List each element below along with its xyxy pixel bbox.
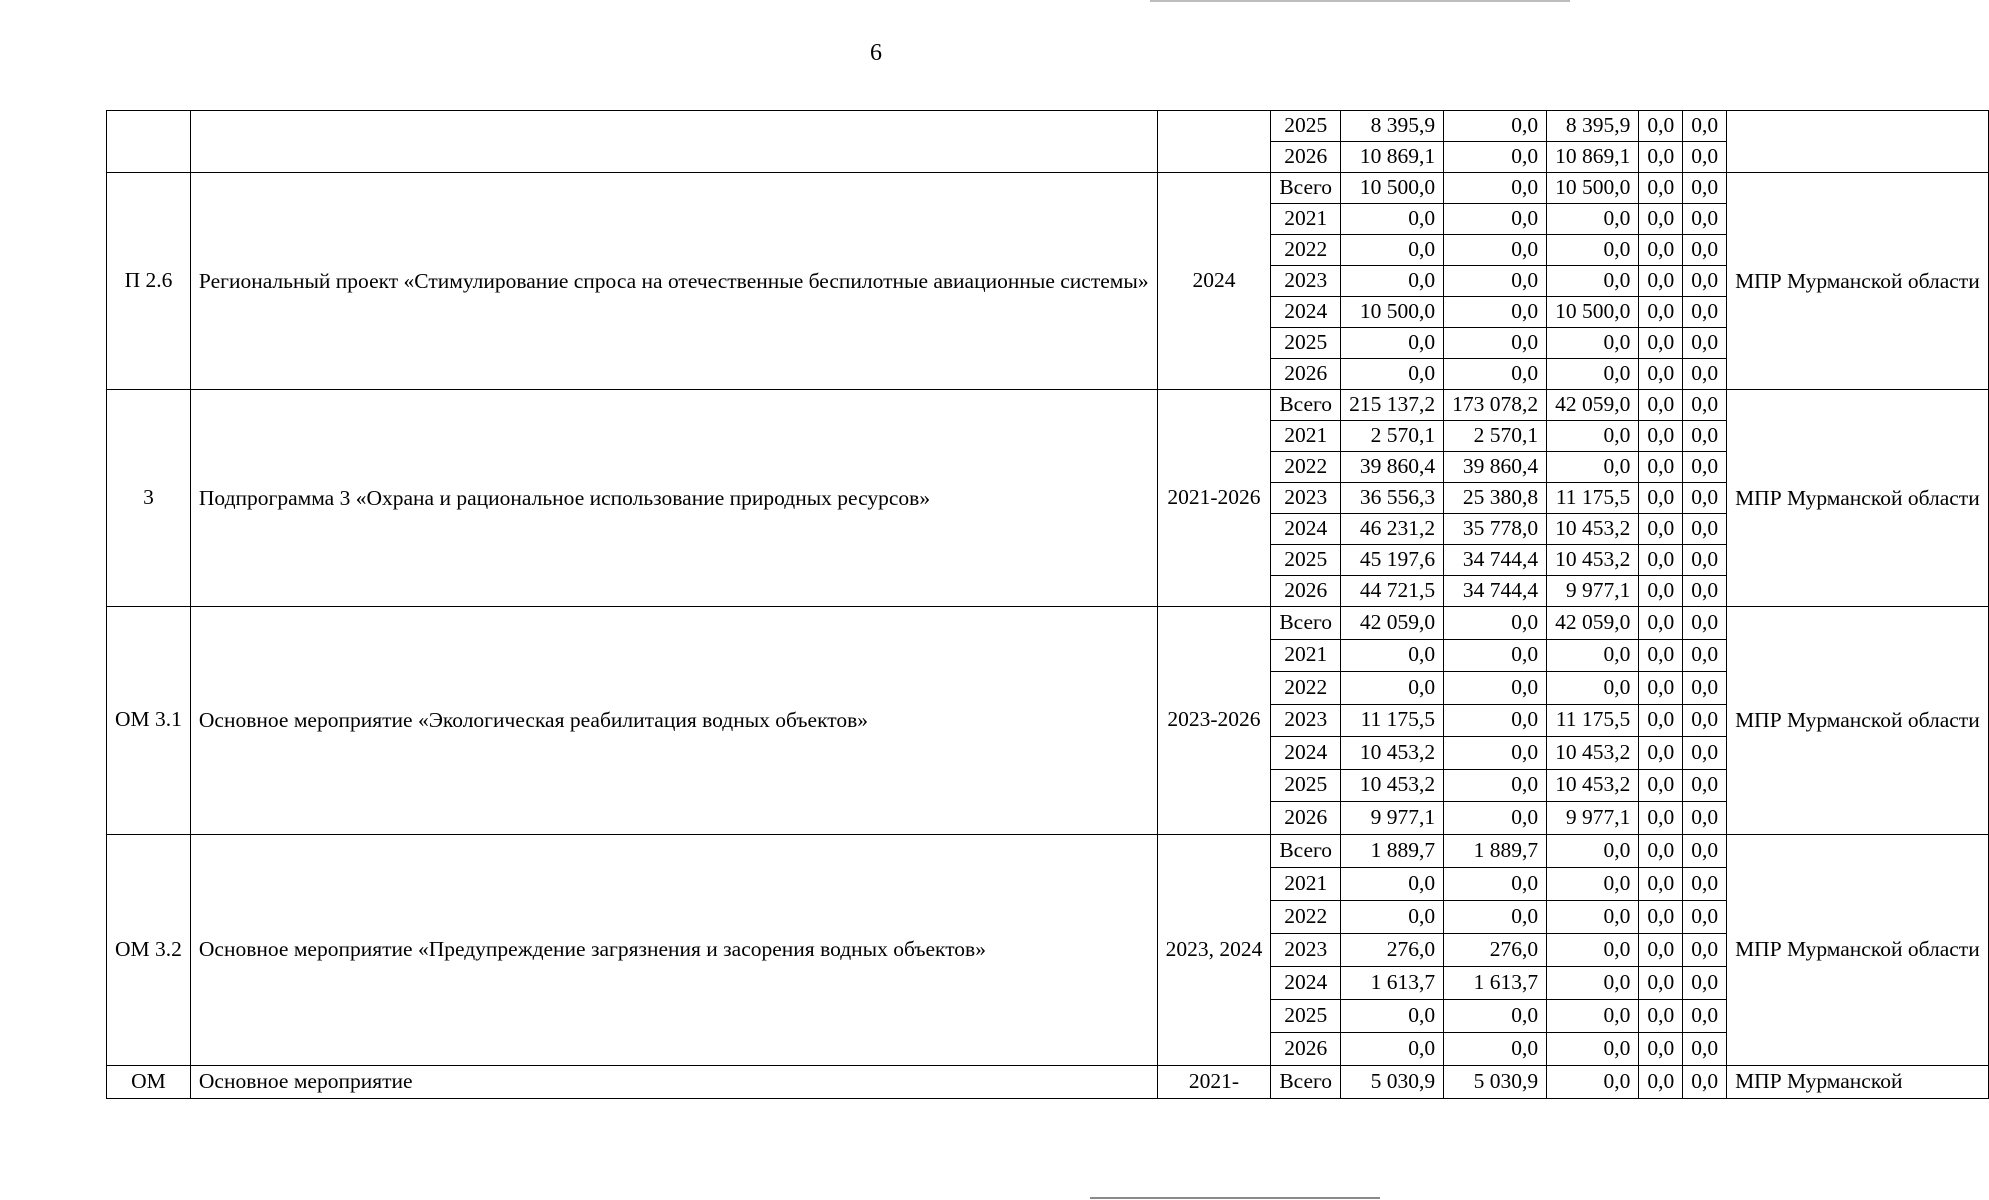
table-block <box>107 390 1989 607</box>
year-cell: 2024 <box>1271 966 1341 999</box>
source-3-cell: 0,0 <box>1639 328 1683 359</box>
source-2-cell: 10 500,0 <box>1547 173 1639 204</box>
source-4-cell: 0,0 <box>1683 576 1727 607</box>
executor-cell: МПР Мурманской области <box>1727 834 1989 1065</box>
source-3-cell: 0,0 <box>1639 672 1683 705</box>
total-cell: 10 869,1 <box>1341 142 1444 173</box>
source-2-cell: 0,0 <box>1547 999 1639 1032</box>
source-2-cell: 0,0 <box>1547 1032 1639 1065</box>
total-cell: 46 231,2 <box>1341 514 1444 545</box>
total-cell: 1 889,7 <box>1341 834 1444 867</box>
source-2-cell: 42 059,0 <box>1547 390 1639 421</box>
total-cell: 0,0 <box>1341 900 1444 933</box>
source-4-cell: 0,0 <box>1683 235 1727 266</box>
source-2-cell: 9 977,1 <box>1547 576 1639 607</box>
total-cell: 0,0 <box>1341 328 1444 359</box>
source-2-cell: 0,0 <box>1547 359 1639 390</box>
source-3-cell: 0,0 <box>1639 142 1683 173</box>
total-cell: 36 556,3 <box>1341 483 1444 514</box>
total-cell: 39 860,4 <box>1341 452 1444 483</box>
source-2-cell: 0,0 <box>1547 452 1639 483</box>
source-1-cell: 0,0 <box>1444 672 1547 705</box>
source-3-cell: 0,0 <box>1639 867 1683 900</box>
source-1-cell: 0,0 <box>1444 266 1547 297</box>
total-cell: 8 395,9 <box>1341 111 1444 142</box>
source-3-cell: 0,0 <box>1639 204 1683 235</box>
source-3-cell: 0,0 <box>1639 421 1683 452</box>
total-cell: 0,0 <box>1341 235 1444 266</box>
total-cell: 0,0 <box>1341 1032 1444 1065</box>
year-cell: 2026 <box>1271 142 1341 173</box>
source-2-cell: 0,0 <box>1547 328 1639 359</box>
item-term-cell: 2021- <box>1157 1065 1271 1098</box>
total-cell: 0,0 <box>1341 204 1444 235</box>
source-4-cell: 0,0 <box>1683 452 1727 483</box>
table-row <box>107 1065 1989 1098</box>
source-2-cell: 0,0 <box>1547 933 1639 966</box>
executor-cell <box>1727 111 1989 173</box>
source-3-cell: 0,0 <box>1639 1032 1683 1065</box>
item-name-cell <box>190 111 1157 173</box>
source-1-cell: 0,0 <box>1444 1032 1547 1065</box>
source-2-cell: 0,0 <box>1547 421 1639 452</box>
source-4-cell: 0,0 <box>1683 933 1727 966</box>
source-3-cell: 0,0 <box>1639 966 1683 999</box>
scan-artifact-bottom <box>1090 1197 1380 1199</box>
source-3-cell: 0,0 <box>1639 704 1683 737</box>
year-cell: 2022 <box>1271 672 1341 705</box>
total-cell: 0,0 <box>1341 639 1444 672</box>
source-2-cell: 0,0 <box>1547 266 1639 297</box>
source-4-cell: 0,0 <box>1683 900 1727 933</box>
total-cell: 9 977,1 <box>1341 802 1444 835</box>
source-1-cell: 0,0 <box>1444 639 1547 672</box>
source-1-cell: 0,0 <box>1444 704 1547 737</box>
source-3-cell: 0,0 <box>1639 737 1683 770</box>
source-1-cell: 0,0 <box>1444 737 1547 770</box>
source-1-cell: 0,0 <box>1444 802 1547 835</box>
source-4-cell: 0,0 <box>1683 966 1727 999</box>
source-4-cell: 0,0 <box>1683 704 1727 737</box>
year-cell: 2026 <box>1271 359 1341 390</box>
source-1-cell: 0,0 <box>1444 142 1547 173</box>
source-2-cell: 8 395,9 <box>1547 111 1639 142</box>
total-cell: 0,0 <box>1341 266 1444 297</box>
total-cell: 1 613,7 <box>1341 966 1444 999</box>
source-3-cell: 0,0 <box>1639 390 1683 421</box>
source-4-cell: 0,0 <box>1683 421 1727 452</box>
source-2-cell: 0,0 <box>1547 639 1639 672</box>
table-row <box>107 607 1989 640</box>
year-cell: Всего <box>1271 173 1341 204</box>
source-3-cell: 0,0 <box>1639 235 1683 266</box>
source-2-cell: 0,0 <box>1547 966 1639 999</box>
source-2-cell: 10 869,1 <box>1547 142 1639 173</box>
item-name-cell: Основное мероприятие «Предупреждение загрязнения и засорения водных объектов» <box>190 834 1157 1065</box>
source-4-cell: 0,0 <box>1683 737 1727 770</box>
total-cell: 45 197,6 <box>1341 545 1444 576</box>
year-cell: 2025 <box>1271 545 1341 576</box>
scan-artifact-top <box>1150 0 1570 2</box>
year-cell: Всего <box>1271 834 1341 867</box>
source-4-cell: 0,0 <box>1683 111 1727 142</box>
item-term-cell: 2023-2026 <box>1157 607 1271 835</box>
source-1-cell: 0,0 <box>1444 867 1547 900</box>
source-2-cell: 10 453,2 <box>1547 737 1639 770</box>
source-4-cell: 0,0 <box>1683 328 1727 359</box>
total-cell: 10 500,0 <box>1341 297 1444 328</box>
source-3-cell: 0,0 <box>1639 900 1683 933</box>
total-cell: 10 453,2 <box>1341 737 1444 770</box>
total-cell: 0,0 <box>1341 999 1444 1032</box>
source-1-cell: 1 613,7 <box>1444 966 1547 999</box>
item-term-cell <box>1157 111 1271 173</box>
source-3-cell: 0,0 <box>1639 297 1683 328</box>
total-cell: 5 030,9 <box>1341 1065 1444 1098</box>
source-4-cell: 0,0 <box>1683 545 1727 576</box>
item-code-cell <box>107 111 191 173</box>
year-cell: 2022 <box>1271 235 1341 266</box>
source-4-cell: 0,0 <box>1683 173 1727 204</box>
total-cell: 0,0 <box>1341 359 1444 390</box>
source-1-cell: 25 380,8 <box>1444 483 1547 514</box>
executor-cell: МПР Мурманской <box>1727 1065 1989 1098</box>
source-2-cell: 0,0 <box>1547 672 1639 705</box>
source-4-cell: 0,0 <box>1683 672 1727 705</box>
total-cell: 215 137,2 <box>1341 390 1444 421</box>
total-cell: 11 175,5 <box>1341 704 1444 737</box>
item-code-cell: П 2.6 <box>107 173 191 390</box>
year-cell: Всего <box>1271 390 1341 421</box>
item-name-cell: Подпрограмма 3 «Охрана и рациональное использование природных ресурсов» <box>190 390 1157 607</box>
source-3-cell: 0,0 <box>1639 834 1683 867</box>
table-row <box>107 173 1989 204</box>
item-code-cell: ОМ 3.1 <box>107 607 191 835</box>
source-1-cell: 0,0 <box>1444 607 1547 640</box>
source-1-cell: 0,0 <box>1444 328 1547 359</box>
source-4-cell: 0,0 <box>1683 359 1727 390</box>
executor-cell: МПР Мурманской области <box>1727 607 1989 835</box>
source-1-cell: 0,0 <box>1444 359 1547 390</box>
year-cell: 2025 <box>1271 111 1341 142</box>
year-cell: 2025 <box>1271 999 1341 1032</box>
source-2-cell: 10 500,0 <box>1547 297 1639 328</box>
source-1-cell: 39 860,4 <box>1444 452 1547 483</box>
source-2-cell: 10 453,2 <box>1547 514 1639 545</box>
source-1-cell: 0,0 <box>1444 900 1547 933</box>
source-2-cell: 11 175,5 <box>1547 704 1639 737</box>
source-3-cell: 0,0 <box>1639 173 1683 204</box>
total-cell: 0,0 <box>1341 672 1444 705</box>
source-4-cell: 0,0 <box>1683 204 1727 235</box>
source-3-cell: 0,0 <box>1639 545 1683 576</box>
source-2-cell: 0,0 <box>1547 900 1639 933</box>
year-cell: 2023 <box>1271 483 1341 514</box>
table-block <box>107 173 1989 390</box>
source-1-cell: 0,0 <box>1444 173 1547 204</box>
year-cell: 2025 <box>1271 328 1341 359</box>
source-3-cell: 0,0 <box>1639 802 1683 835</box>
source-3-cell: 0,0 <box>1639 1065 1683 1098</box>
source-4-cell: 0,0 <box>1683 639 1727 672</box>
year-cell: 2023 <box>1271 704 1341 737</box>
source-1-cell: 0,0 <box>1444 204 1547 235</box>
total-cell: 276,0 <box>1341 933 1444 966</box>
year-cell: 2026 <box>1271 802 1341 835</box>
source-4-cell: 0,0 <box>1683 297 1727 328</box>
item-code-cell: 3 <box>107 390 191 607</box>
source-3-cell: 0,0 <box>1639 639 1683 672</box>
source-1-cell: 0,0 <box>1444 999 1547 1032</box>
item-name-cell: Основное мероприятие <box>190 1065 1157 1098</box>
source-4-cell: 0,0 <box>1683 607 1727 640</box>
source-4-cell: 0,0 <box>1683 142 1727 173</box>
source-4-cell: 0,0 <box>1683 999 1727 1032</box>
executor-cell: МПР Мурманской области <box>1727 173 1989 390</box>
source-1-cell: 0,0 <box>1444 235 1547 266</box>
source-2-cell: 0,0 <box>1547 834 1639 867</box>
source-1-cell: 1 889,7 <box>1444 834 1547 867</box>
source-1-cell: 2 570,1 <box>1444 421 1547 452</box>
year-cell: Всего <box>1271 607 1341 640</box>
year-cell: 2021 <box>1271 204 1341 235</box>
source-4-cell: 0,0 <box>1683 390 1727 421</box>
table-row <box>107 111 1989 142</box>
source-2-cell: 0,0 <box>1547 204 1639 235</box>
source-3-cell: 0,0 <box>1639 514 1683 545</box>
source-1-cell: 0,0 <box>1444 769 1547 802</box>
total-cell: 42 059,0 <box>1341 607 1444 640</box>
year-cell: 2022 <box>1271 452 1341 483</box>
funding-table <box>106 110 1989 1099</box>
source-4-cell: 0,0 <box>1683 769 1727 802</box>
source-2-cell: 9 977,1 <box>1547 802 1639 835</box>
source-4-cell: 0,0 <box>1683 834 1727 867</box>
source-3-cell: 0,0 <box>1639 576 1683 607</box>
source-3-cell: 0,0 <box>1639 111 1683 142</box>
page-number: 6 <box>870 40 882 66</box>
executor-cell: МПР Мурманской области <box>1727 390 1989 607</box>
source-1-cell: 35 778,0 <box>1444 514 1547 545</box>
source-2-cell: 10 453,2 <box>1547 545 1639 576</box>
source-1-cell: 276,0 <box>1444 933 1547 966</box>
year-cell: 2024 <box>1271 297 1341 328</box>
item-term-cell: 2024 <box>1157 173 1271 390</box>
source-3-cell: 0,0 <box>1639 933 1683 966</box>
source-1-cell: 34 744,4 <box>1444 576 1547 607</box>
item-term-cell: 2023, 2024 <box>1157 834 1271 1065</box>
source-2-cell: 10 453,2 <box>1547 769 1639 802</box>
year-cell: 2026 <box>1271 576 1341 607</box>
source-3-cell: 0,0 <box>1639 769 1683 802</box>
source-3-cell: 0,0 <box>1639 452 1683 483</box>
item-term-cell: 2021-2026 <box>1157 390 1271 607</box>
item-name-cell: Региональный проект «Стимулирование спроса на отечественные беспилотные авиационные системы» <box>190 173 1157 390</box>
year-cell: Всего <box>1271 1065 1341 1098</box>
table-block <box>107 111 1989 173</box>
source-1-cell: 173 078,2 <box>1444 390 1547 421</box>
year-cell: 2021 <box>1271 421 1341 452</box>
total-cell: 10 453,2 <box>1341 769 1444 802</box>
table-block <box>107 1065 1989 1098</box>
source-2-cell: 0,0 <box>1547 235 1639 266</box>
year-cell: 2025 <box>1271 769 1341 802</box>
source-4-cell: 0,0 <box>1683 514 1727 545</box>
source-4-cell: 0,0 <box>1683 266 1727 297</box>
year-cell: 2022 <box>1271 900 1341 933</box>
table-block <box>107 607 1989 835</box>
source-3-cell: 0,0 <box>1639 359 1683 390</box>
source-4-cell: 0,0 <box>1683 802 1727 835</box>
source-2-cell: 0,0 <box>1547 1065 1639 1098</box>
table-row <box>107 834 1989 867</box>
year-cell: 2026 <box>1271 1032 1341 1065</box>
source-2-cell: 11 175,5 <box>1547 483 1639 514</box>
source-1-cell: 34 744,4 <box>1444 545 1547 576</box>
year-cell: 2021 <box>1271 639 1341 672</box>
source-3-cell: 0,0 <box>1639 266 1683 297</box>
year-cell: 2023 <box>1271 933 1341 966</box>
source-4-cell: 0,0 <box>1683 1032 1727 1065</box>
total-cell: 2 570,1 <box>1341 421 1444 452</box>
item-code-cell: ОМ 3.2 <box>107 834 191 1065</box>
source-4-cell: 0,0 <box>1683 483 1727 514</box>
source-3-cell: 0,0 <box>1639 999 1683 1032</box>
year-cell: 2024 <box>1271 514 1341 545</box>
source-3-cell: 0,0 <box>1639 483 1683 514</box>
source-3-cell: 0,0 <box>1639 607 1683 640</box>
source-2-cell: 0,0 <box>1547 867 1639 900</box>
item-code-cell: ОМ <box>107 1065 191 1098</box>
table-row <box>107 390 1989 421</box>
source-4-cell: 0,0 <box>1683 867 1727 900</box>
total-cell: 44 721,5 <box>1341 576 1444 607</box>
source-1-cell: 0,0 <box>1444 111 1547 142</box>
year-cell: 2024 <box>1271 737 1341 770</box>
source-4-cell: 0,0 <box>1683 1065 1727 1098</box>
source-2-cell: 42 059,0 <box>1547 607 1639 640</box>
item-name-cell: Основное мероприятие «Экологическая реабилитация водных объектов» <box>190 607 1157 835</box>
total-cell: 0,0 <box>1341 867 1444 900</box>
source-1-cell: 5 030,9 <box>1444 1065 1547 1098</box>
table-block <box>107 834 1989 1065</box>
year-cell: 2023 <box>1271 266 1341 297</box>
year-cell: 2021 <box>1271 867 1341 900</box>
total-cell: 10 500,0 <box>1341 173 1444 204</box>
source-1-cell: 0,0 <box>1444 297 1547 328</box>
